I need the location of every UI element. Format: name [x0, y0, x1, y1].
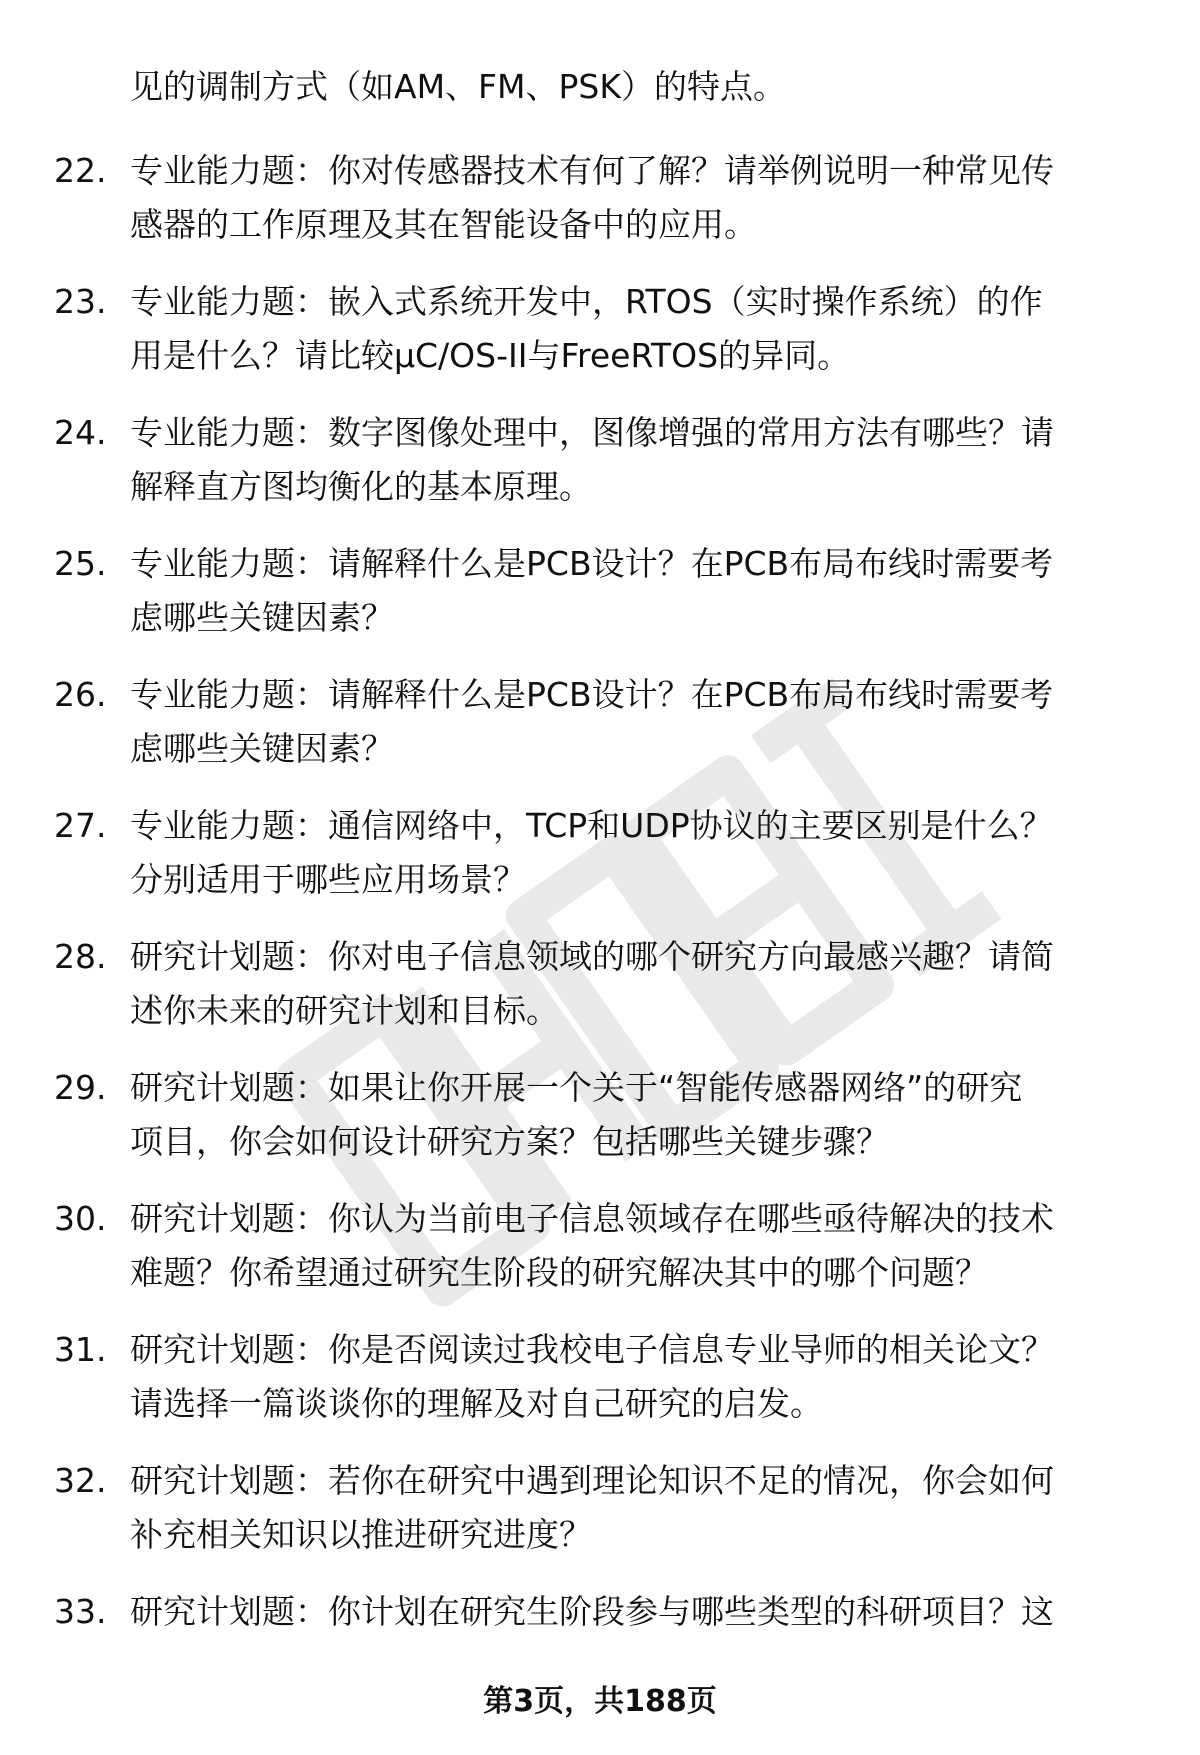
question-number: 31. — [54, 1330, 107, 1369]
question-line: 专业能力题：你对传感器技术有何了解？请举例说明一种常见传 — [130, 151, 1054, 190]
question-line: 感器的工作原理及其在智能设备中的应用。 — [130, 205, 757, 244]
page-footer: 第3页，共188页 — [483, 1684, 717, 1719]
question-item — [0, 275, 1200, 406]
question-text — [130, 1192, 1150, 1300]
question-line: 专业能力题：数字图像处理中，图像增强的常用方法有哪些？请 — [130, 413, 1054, 452]
question-line: 虑哪些关键因素？ — [130, 598, 394, 637]
question-line: 研究计划题：你对电子信息领域的哪个研究方向最感兴趣？请简 — [130, 937, 1054, 976]
question-line: 请选择一篇谈谈你的理解及对自己研究的启发。 — [130, 1384, 823, 1423]
question-text — [130, 1323, 1150, 1431]
question-number: 29. — [54, 1068, 107, 1107]
question-line: 虑哪些关键因素？ — [130, 729, 394, 768]
question-item — [0, 144, 1200, 275]
question-number: 23. — [54, 282, 107, 321]
question-item — [0, 668, 1200, 799]
question-text — [130, 1454, 1150, 1562]
question-line: 研究计划题：你计划在研究生阶段参与哪些类型的科研项目？这 — [130, 1592, 1054, 1631]
question-line: 分别适用于哪些应用场景？ — [130, 860, 526, 899]
question-number: 26. — [54, 675, 107, 714]
question-line: 专业能力题：嵌入式系统开发中，RTOS（实时操作系统）的作 — [130, 282, 1043, 321]
continuation-line: 见的调制方式（如AM、FM、PSK）的特点。 — [130, 67, 786, 106]
question-number: 28. — [54, 937, 107, 976]
question-item — [0, 1454, 1200, 1585]
question-item — [0, 1192, 1200, 1323]
question-number: 25. — [54, 544, 107, 583]
question-item — [0, 930, 1200, 1061]
question-line: 专业能力题：请解释什么是PCB设计？在PCB布局布线时需要考 — [130, 544, 1054, 583]
question-number: 24. — [54, 413, 107, 452]
question-item — [0, 537, 1200, 668]
question-item — [0, 406, 1200, 537]
question-line: 专业能力题：通信网络中，TCP和UDP协议的主要区别是什么？ — [130, 806, 1053, 845]
question-text — [130, 144, 1150, 252]
question-line: 研究计划题：你是否阅读过我校电子信息专业导师的相关论文？ — [130, 1330, 1054, 1369]
question-line: 补充相关知识以推进研究进度？ — [130, 1515, 592, 1554]
question-number: 30. — [54, 1199, 107, 1238]
question-text — [130, 275, 1150, 383]
question-text — [130, 537, 1150, 645]
question-line: 解释直方图均衡化的基本原理。 — [130, 467, 592, 506]
question-line: 述你未来的研究计划和目标。 — [130, 991, 559, 1030]
question-line: 项目，你会如何设计研究方案？包括哪些关键步骤？ — [130, 1122, 889, 1161]
question-line: 用是什么？请比较μC/OS-II与FreeRTOS的异同。 — [130, 336, 851, 375]
question-text — [130, 1585, 1150, 1639]
question-line: 专业能力题：请解释什么是PCB设计？在PCB布局布线时需要考 — [130, 675, 1054, 714]
question-line: 研究计划题：你认为当前电子信息领域存在哪些亟待解决的技术 — [130, 1199, 1054, 1238]
question-item — [0, 1061, 1200, 1192]
question-text — [130, 799, 1150, 907]
question-number: 32. — [54, 1461, 107, 1500]
question-text — [130, 668, 1150, 776]
question-line: 研究计划题：如果让你开展一个关于“智能传感器网络”的研究 — [130, 1068, 1023, 1107]
question-number: 22. — [54, 151, 107, 190]
question-item — [0, 799, 1200, 930]
question-line: 难题？你希望通过研究生阶段的研究解决其中的哪个问题？ — [130, 1253, 988, 1292]
question-text — [130, 406, 1150, 514]
question-number: 33. — [54, 1592, 107, 1631]
question-list — [0, 144, 1200, 1716]
question-text — [130, 930, 1150, 1038]
question-number: 27. — [54, 806, 107, 845]
question-text — [130, 1061, 1150, 1169]
question-item — [0, 1323, 1200, 1454]
question-line: 研究计划题：若你在研究中遇到理论知识不足的情况，你会如何 — [130, 1461, 1054, 1500]
